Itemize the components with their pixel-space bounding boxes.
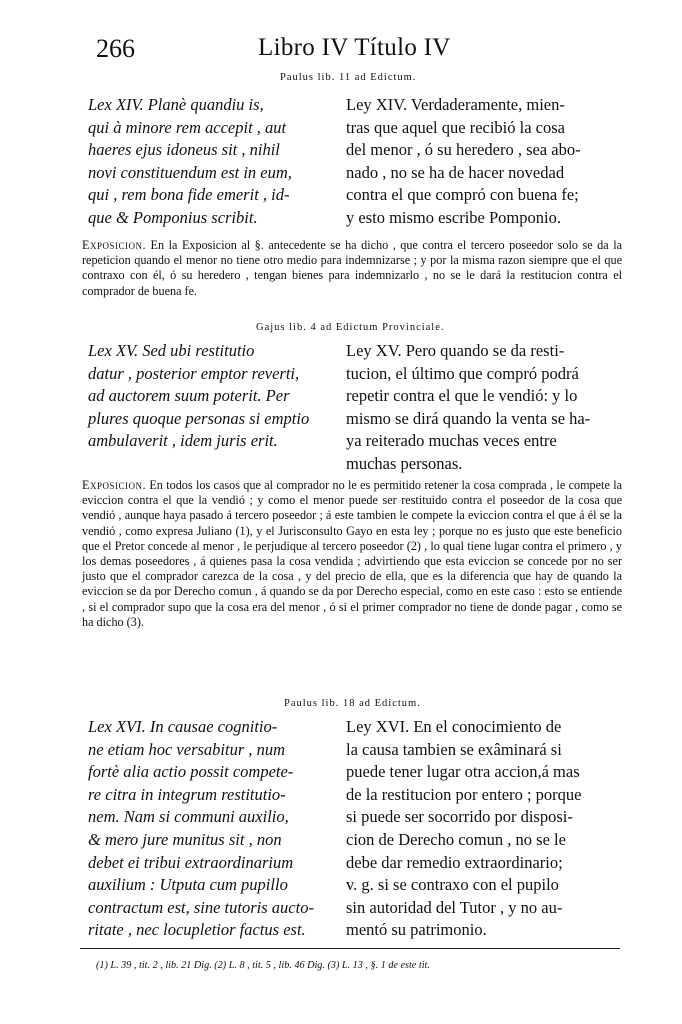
- spanish-line: mismo se dirá quando la venta se ha-: [346, 408, 591, 428]
- footnotes: (1) L. 39 , tit. 2 , lib. 21 Dig. (2) L. 8 , tit. 5 , lib. 46 Dig. (3) L. 13 , §. 1 de este tit.: [96, 960, 430, 971]
- exposicion-label: Exposicion.: [82, 238, 146, 252]
- spanish-line: del menor , ó su heredero , sea abo-: [346, 140, 581, 160]
- spanish-line: sin autoridad del Tutor , y no au-: [346, 897, 563, 917]
- latin-line: contractum est, sine tutoris aucto-: [88, 897, 314, 917]
- latin-line: auxilium : Utputa cum pupillo: [88, 875, 288, 895]
- spanish-line: tras que aquel que recibió la cosa: [346, 117, 565, 137]
- latin-text-lex-xv: [88, 340, 309, 453]
- latin-line: Lex XV. Sed ubi restitutio: [88, 341, 255, 360]
- latin-line: qui , rem bona fide emerit , id-: [88, 185, 290, 205]
- latin-line: Lex XVI. In causae cognitio-: [88, 717, 278, 736]
- spanish-line: tucion, el último que compró podrá: [346, 363, 579, 383]
- latin-line: re citra in integrum restitutio-: [88, 784, 286, 804]
- running-title: Libro IV Título IV: [258, 34, 451, 61]
- spanish-line: Ley XIV. Verdaderamente, mien-: [346, 95, 565, 114]
- spanish-line: de la restitucion por entero ; porque: [346, 784, 582, 804]
- latin-line: novi constituendum est in eum,: [88, 162, 292, 182]
- spanish-line: si puede ser socorrido por disposi-: [346, 807, 573, 827]
- latin-line: datur , posterior emptor reverti,: [88, 363, 300, 383]
- latin-text-lex-xiv: [88, 94, 292, 230]
- exposicion-body: En la Exposicion al §. antecedente se ha dicho , que contra el tercero poseedor solo se da la repeticion quando el menor no tiene otro medio para indemnizarse ; y por la misma razon siempre que el que contraxo con él, ó su heredero , tengan bienes para indemnizarlo , no se le dará la restitucion contra el comprador de buena fe.: [82, 238, 623, 298]
- latin-line: ritate , nec locupletior factus est.: [88, 920, 306, 940]
- spanish-line: y esto mismo escribe Pomponio.: [346, 207, 561, 227]
- latin-line: qui à minore rem accepit , aut: [88, 117, 287, 137]
- latin-line: que & Pomponius scribit.: [88, 207, 258, 227]
- spanish-line: cion de Derecho comun , no se le: [346, 829, 566, 849]
- spanish-line: debe dar remedio extraordinario;: [346, 852, 563, 872]
- spanish-line: la causa tambien se exâminará si: [346, 739, 562, 759]
- spanish-text-ley-xvi: [346, 716, 582, 942]
- latin-line: haeres ejus idoneus sit , nihil: [88, 140, 280, 160]
- page-number: 266: [96, 34, 135, 63]
- spanish-line: nado , no se ha de hacer novedad: [346, 162, 565, 182]
- spanish-line: contra el que compró con buena fe;: [346, 185, 579, 205]
- exposicion-1: [82, 238, 622, 299]
- latin-line: ad auctorem suum poterit. Per: [88, 386, 290, 406]
- source-citation-2: Gajus lib. 4 ad Edictum Provinciale.: [256, 322, 445, 333]
- spanish-line: Ley XVI. En el conocimiento de: [346, 717, 562, 736]
- footnote-divider: [80, 948, 620, 949]
- source-citation-3: Paulus lib. 18 ad Edictum.: [284, 698, 421, 709]
- spanish-line: v. g. si se contraxo con el pupilo: [346, 875, 559, 895]
- spanish-line: Ley XV. Pero quando se da resti-: [346, 341, 565, 360]
- exposicion-body: En todos los casos que al comprador no le es permitido retener la cosa comprada , le compete la eviccion contra el que la vendió ; y como el menor puede ser restituido contra el poseedor de la cosa que vendió , aunque haya pasado á tercero poseedor ; á este tambien le compete la eviccion contra el que á él se la vendió , como expresa Juliano (1), y el Jurisconsulto Gayo en esta ley ; porque no es justo que este beneficio que el Pretor concede al menor , le perjudique al tercero poseedor (2) , lo qual tiene lugar contra el primero , y los demas poseedores , á quienes pasa la cosa vendida ; advirtiendo que esta eviccion se concede por no ser justo que el comprador carezca de la cosa , y del precio de ella, que es la diferencia que hay de quando la eviccion se da por Derecho comun , á quando se da por Derecho especial, como en este caso : esto se entiende , si el comprador supo que la cosa era del menor , ó si el primer comprador no tiene de donde pagar , como se ha dicho (3).: [82, 478, 622, 629]
- latin-line: Lex XIV. Planè quandiu is,: [88, 95, 264, 114]
- latin-line: plures quoque personas si emptio: [88, 408, 310, 428]
- exposicion-label: Exposicion.: [82, 478, 146, 492]
- latin-line: ambulaverit , idem juris erit.: [88, 431, 278, 451]
- latin-line: debet ei tribui extraordinarium: [88, 852, 294, 872]
- source-citation-1: Paulus lib. 11 ad Edictum.: [280, 72, 417, 83]
- latin-line: & mero jure munitus sit , non: [88, 829, 282, 849]
- spanish-line: puede tener lugar otra accion,á mas: [346, 762, 580, 782]
- spanish-text-ley-xiv: [346, 94, 581, 230]
- spanish-line: ya reiterado muchas veces entre: [346, 431, 557, 451]
- latin-line: fortè alia actio possit compete-: [88, 762, 294, 782]
- latin-line: ne etiam hoc versabitur , num: [88, 739, 286, 759]
- latin-text-lex-xvi: [88, 716, 314, 942]
- spanish-line: muchas personas.: [346, 453, 463, 473]
- exposicion-2: [82, 478, 622, 630]
- latin-line: nem. Nam si communi auxilio,: [88, 807, 289, 827]
- spanish-line: mentó su patrimonio.: [346, 920, 487, 940]
- spanish-text-ley-xv: [346, 340, 590, 476]
- spanish-line: repetir contra el que le vendió: y lo: [346, 386, 578, 406]
